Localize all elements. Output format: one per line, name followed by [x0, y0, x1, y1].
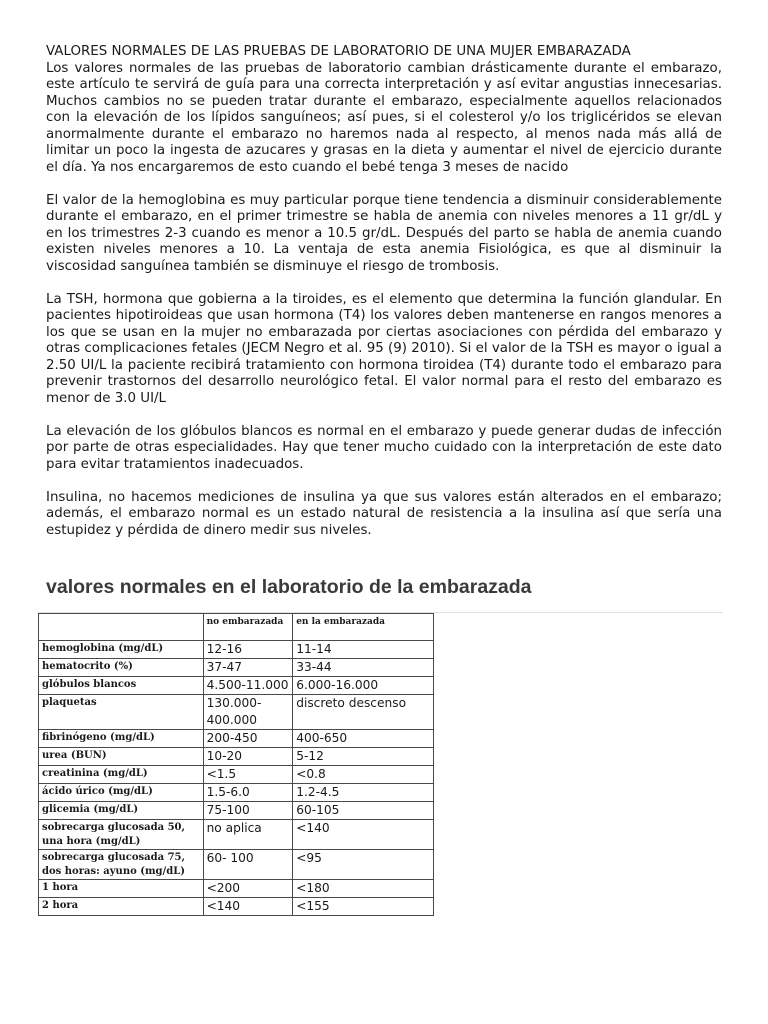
paragraph-hemoglobina: El valor de la hemoglobina es muy particular porque tiene tendencia a disminuir considerablemente durante el embarazo, en el primer trimestre se habla de anemia con niveles menores a 11 gr/dL y en los trimestres 2-3 cuando es menor a 10.5 gr/dL. Después del parto se habla de anemia cuando existen niveles menores a 10. La ventaja de esta anemia Fisiológica, es que al disminuir la viscosidad sanguínea también se disminuye el riesgo de trombosis.	[46, 192, 722, 274]
table-row	[39, 677, 434, 695]
value-no-embarazada: 12-16	[203, 641, 293, 659]
lab-values-table	[38, 613, 434, 916]
value-no-embarazada: 37-47	[203, 659, 293, 677]
table-row	[39, 784, 434, 802]
table-row	[39, 659, 434, 677]
value-embarazada: 5-12	[293, 748, 434, 766]
value-embarazada: <0.8	[293, 766, 434, 784]
value-no-embarazada: <140	[203, 898, 293, 916]
value-embarazada: <155	[293, 898, 434, 916]
table-header-cell: no embarazada	[203, 614, 293, 641]
value-embarazada: <180	[293, 880, 434, 898]
value-embarazada: 400-650	[293, 730, 434, 748]
table-row	[39, 766, 434, 784]
value-no-embarazada: <1.5	[203, 766, 293, 784]
section-heading: valores normales en el laboratorio de la embarazada	[46, 576, 532, 598]
paragraph-tsh: La TSH, hormona que gobierna a la tiroides, es el elemento que determina la función glandular. En pacientes hipotiroideas que usan hormona (T4) los valores deben mantenerse en rangos menores a los que se usan en la mujer no embarazada por ciertas asociaciones con pérdida del embarazo y otras complicaciones fetales (JECM Negro et al. 95 (9) 2010). Si el valor de la TSH es mayor o igual a 2.50 UI/L la paciente recibirá tratamiento con hormona tiroidea (T4) durante todo el embarazo para prevenir trastornos del desarrollo neurológico fetal. El valor normal para el resto del embarazo es menor de 3.0 UI/L	[46, 291, 722, 406]
row-label: sobrecarga glucosada 50, una hora (mg/dL)	[39, 820, 204, 850]
table-header-cell: en la embarazada	[293, 614, 434, 641]
row-label: glóbulos blancos	[39, 677, 204, 695]
table-row	[39, 730, 434, 748]
row-label: 1 hora	[39, 880, 204, 898]
row-label: glicemia (mg/dL)	[39, 802, 204, 820]
value-no-embarazada: 4.500-11.000	[203, 677, 293, 695]
value-embarazada: discreto descenso	[293, 695, 434, 730]
value-embarazada: 1.2-4.5	[293, 784, 434, 802]
table-row	[39, 820, 434, 850]
value-embarazada: 33-44	[293, 659, 434, 677]
value-no-embarazada: 60- 100	[203, 850, 293, 880]
row-label: urea (BUN)	[39, 748, 204, 766]
table-row	[39, 880, 434, 898]
document-body	[46, 44, 722, 556]
row-label: 2 hora	[39, 898, 204, 916]
row-label: plaquetas	[39, 695, 204, 730]
table-row	[39, 641, 434, 659]
paragraph-globulos-blancos: La elevación de los glóbulos blancos es normal en el embarazo y puede generar dudas de infección por parte de otras especialidades. Hay que tener mucho cuidado con la interpretación de este dato para evitar tratamientos inadecuados.	[46, 423, 722, 472]
table-row	[39, 802, 434, 820]
paragraph-insulina: Insulina, no hacemos mediciones de insulina ya que sus valores están alterados en el embarazo; además, el embarazo normal es un estado natural de resistencia a la insulina así que sería una estupidez y pérdida de dinero medir sus niveles.	[46, 489, 722, 538]
row-label: sobrecarga glucosada 75, dos horas: ayuno (mg/dL)	[39, 850, 204, 880]
row-label: creatinina (mg/dL)	[39, 766, 204, 784]
row-label: hematocrito (%)	[39, 659, 204, 677]
table-row	[39, 898, 434, 916]
value-no-embarazada: no aplica	[203, 820, 293, 850]
table-header-cell	[39, 614, 204, 641]
value-no-embarazada: 130.000-400.000	[203, 695, 293, 730]
table-row	[39, 748, 434, 766]
value-no-embarazada: 1.5-6.0	[203, 784, 293, 802]
value-no-embarazada: 200-450	[203, 730, 293, 748]
table-row	[39, 695, 434, 730]
value-embarazada: 6.000-16.000	[293, 677, 434, 695]
table-header-row	[39, 614, 434, 641]
value-embarazada: 60-105	[293, 802, 434, 820]
row-label: fibrinógeno (mg/dL)	[39, 730, 204, 748]
document-title: VALORES NORMALES DE LAS PRUEBAS DE LABORATORIO DE UNA MUJER EMBARAZADA	[46, 44, 631, 59]
table-row	[39, 850, 434, 880]
value-embarazada: 11-14	[293, 641, 434, 659]
row-label: ácido úrico (mg/dL)	[39, 784, 204, 802]
paragraph-intro: Los valores normales de las pruebas de laboratorio cambian drásticamente durante el embarazo, este artículo te servirá de guía para una correcta interpretación y así evitar angustias innecesarias. Muchos cambios no se pueden tratar durante el embarazo, especialmente aquellos relacionados con la elevación de los lípidos sanguíneos; así pues, si el colesterol y/o los triglicéridos se elevan anormalmente durante el embarazo no haremos nada al respecto, al menos nada más allá de limitar un poco la ingesta de azucares y grasas en la dieta y aumentar el nivel de ejercicio durante el día. Ya nos encargaremos de esto cuando el bebé tenga 3 meses de nacido	[46, 60, 722, 175]
value-no-embarazada: <200	[203, 880, 293, 898]
value-embarazada: <140	[293, 820, 434, 850]
value-embarazada: <95	[293, 850, 434, 880]
value-no-embarazada: 10-20	[203, 748, 293, 766]
value-no-embarazada: 75-100	[203, 802, 293, 820]
row-label: hemoglobina (mg/dL)	[39, 641, 204, 659]
